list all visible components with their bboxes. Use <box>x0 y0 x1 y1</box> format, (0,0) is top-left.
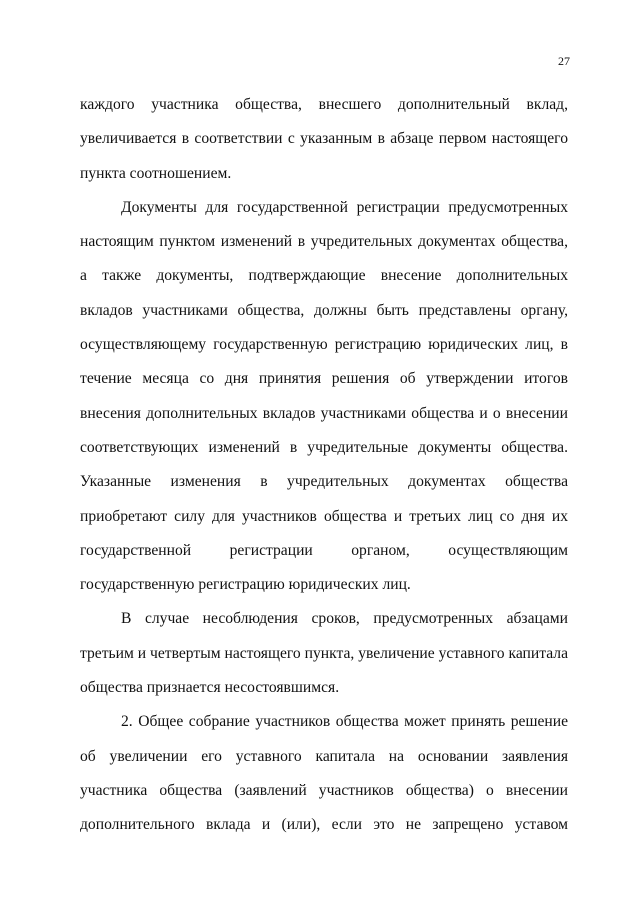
paragraph-last-line: пункта соотношением. <box>80 164 232 182</box>
paragraph-deadline-breach <box>80 602 568 705</box>
paragraph-last-line: государственную регистрацию юридических лиц. <box>80 576 411 594</box>
paragraph-text: Документы для государственной регистрации предусмотренных настоящим пунктом изменений в учредительных документах общества, а также документы, подтверждающие внесение дополнительных вкладов участниками общества, должны быть представлены органу, осуществляющему государственную регистрацию юридических лиц, в течение месяца со дня принятия решения об утверждении итогов внесения дополнительных вкладов участниками общества и о внесении соответствующих изменений в учредительные документы общества. Указанные изменения в учредительных документах общества приобретают силу для участников общества и третьих лиц со дня их государственной регистрации органом, осуществляющим <box>80 198 568 559</box>
paragraph-last-line: общества признается несостоявшимся. <box>80 679 340 697</box>
paragraph-text: каждого участника общества, внесшего дополнительный вклад, увеличивается в соответствии с указанным в абзаце первом настоящего <box>80 96 568 148</box>
paragraph-text: В случае несоблюдения сроков, предусмотренных абзацами третьим и четвертым настоящего пункта, увеличение уставного капитала <box>80 610 568 662</box>
paragraph-continuation <box>80 88 568 191</box>
paragraph-text: 2. Общее собрание участников общества может принять решение об увеличении его уставного капитала на основании заявления участника общества (заявлений участников общества) о внесении дополнительного вклада и (или), если это не запрещено уставом <box>80 713 568 834</box>
paragraph-registration-documents <box>80 191 568 603</box>
document-body <box>80 88 568 843</box>
page-number: 27 <box>558 54 570 68</box>
paragraph-general-meeting <box>80 705 568 842</box>
